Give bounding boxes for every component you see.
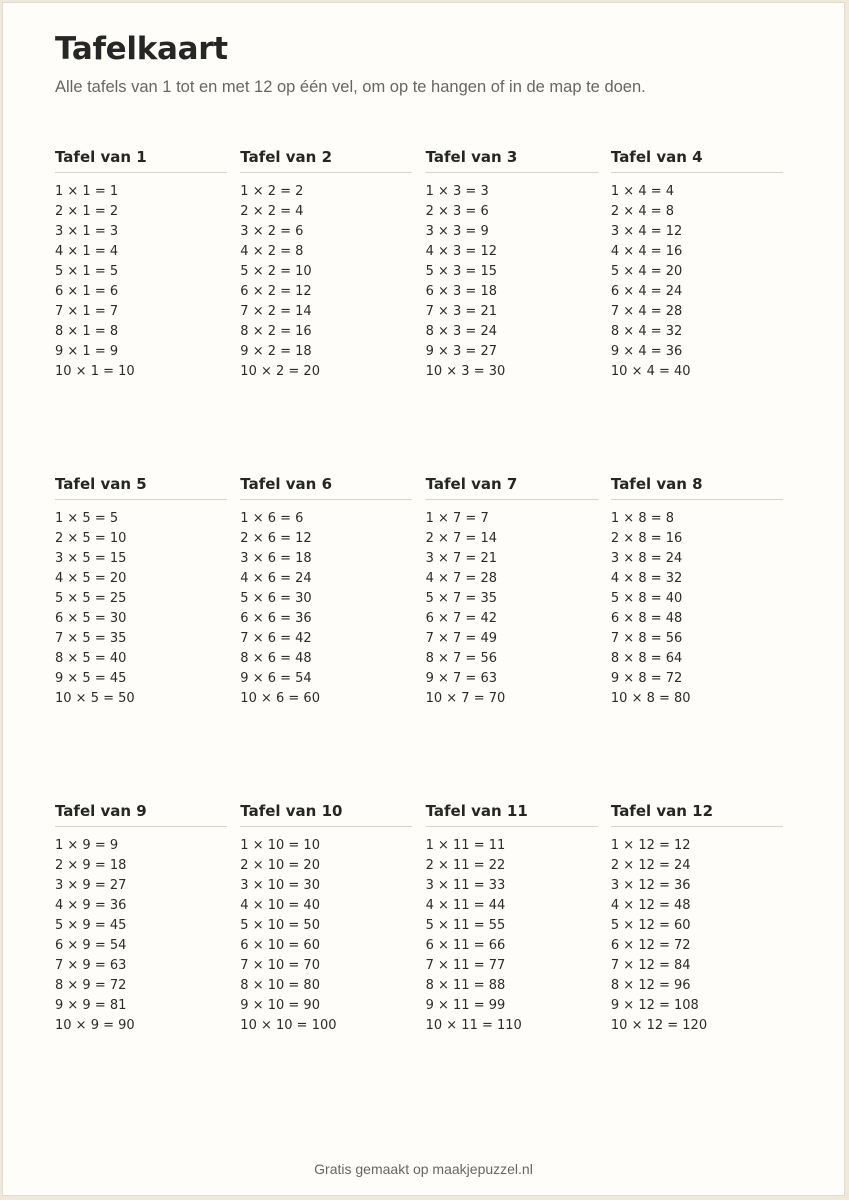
table-row: 8 × 3 = 24 <box>425 324 497 339</box>
table-row: 10 × 12 = 120 <box>610 1018 708 1033</box>
table-row: 1 × 11 = 11 <box>425 838 506 853</box>
table-row: 2 × 8 = 16 <box>610 531 683 546</box>
table-row: 9 × 1 = 9 <box>55 344 119 359</box>
times-table-10 <box>240 801 412 1128</box>
table-row: 9 × 2 = 18 <box>240 344 312 359</box>
table-rows <box>426 182 598 382</box>
table-row: 7 × 3 = 21 <box>425 304 497 319</box>
table-row: 4 × 5 = 20 <box>55 571 127 586</box>
table-row: 3 × 12 = 36 <box>610 878 691 893</box>
table-row: 7 × 7 = 49 <box>425 631 497 646</box>
table-row: 3 × 6 = 18 <box>240 551 312 566</box>
table-row: 2 × 10 = 20 <box>240 858 320 873</box>
table-row: 4 × 6 = 24 <box>240 571 312 586</box>
table-row: 1 × 12 = 12 <box>610 838 691 853</box>
table-row: 7 × 5 = 35 <box>55 631 127 646</box>
table-row: 8 × 7 = 56 <box>425 651 497 666</box>
table-row: 7 × 8 = 56 <box>610 631 683 646</box>
table-row: 7 × 2 = 14 <box>240 304 312 319</box>
table-row: 9 × 8 = 72 <box>610 671 683 686</box>
table-row: 3 × 5 = 15 <box>55 551 127 566</box>
table-row: 7 × 10 = 70 <box>240 958 320 973</box>
table-row: 4 × 11 = 44 <box>425 898 506 913</box>
table-row: 10 × 4 = 40 <box>610 364 691 379</box>
table-row: 3 × 2 = 6 <box>240 224 304 239</box>
times-table-7 <box>426 474 598 801</box>
table-row: 8 × 10 = 80 <box>240 978 320 993</box>
table-row: 7 × 4 = 28 <box>610 304 683 319</box>
table-title: Tafel van 10 <box>240 801 412 827</box>
times-table-6 <box>240 474 412 801</box>
table-title: Tafel van 8 <box>611 474 783 500</box>
table-row: 2 × 4 = 8 <box>610 204 675 219</box>
table-rows <box>55 836 227 1036</box>
table-row: 4 × 2 = 8 <box>240 244 304 259</box>
table-title: Tafel van 9 <box>55 801 227 827</box>
table-row: 7 × 11 = 77 <box>425 958 506 973</box>
table-row: 9 × 11 = 99 <box>425 998 506 1013</box>
table-row: 6 × 10 = 60 <box>240 938 320 953</box>
table-rows <box>240 182 412 382</box>
table-title: Tafel van 3 <box>426 147 598 173</box>
table-row: 6 × 5 = 30 <box>55 611 127 626</box>
table-row: 2 × 3 = 6 <box>425 204 489 219</box>
table-title: Tafel van 4 <box>611 147 783 173</box>
worksheet-page <box>2 2 845 1196</box>
table-rows <box>240 509 412 709</box>
times-table-8 <box>611 474 783 801</box>
table-title: Tafel van 1 <box>55 147 227 173</box>
table-row: 2 × 5 = 10 <box>55 531 127 546</box>
table-rows <box>611 509 783 709</box>
table-row: 4 × 1 = 4 <box>55 244 119 259</box>
times-table-5 <box>55 474 227 801</box>
tables-grid <box>55 147 785 1128</box>
table-row: 3 × 4 = 12 <box>610 224 683 239</box>
table-row: 4 × 10 = 40 <box>240 898 320 913</box>
table-row: 8 × 8 = 64 <box>610 651 683 666</box>
table-row: 5 × 6 = 30 <box>240 591 312 606</box>
table-title: Tafel van 12 <box>611 801 783 827</box>
table-row: 1 × 7 = 7 <box>425 511 489 526</box>
table-row: 3 × 1 = 3 <box>55 224 119 239</box>
times-table-11 <box>426 801 598 1128</box>
table-row: 3 × 3 = 9 <box>425 224 489 239</box>
table-row: 7 × 9 = 63 <box>55 958 127 973</box>
table-row: 2 × 9 = 18 <box>55 858 127 873</box>
times-table-9 <box>55 801 227 1128</box>
table-row: 10 × 6 = 60 <box>240 691 320 706</box>
table-row: 5 × 11 = 55 <box>425 918 506 933</box>
table-row: 4 × 12 = 48 <box>610 898 691 913</box>
table-row: 5 × 8 = 40 <box>610 591 683 606</box>
table-row: 8 × 5 = 40 <box>55 651 127 666</box>
table-row: 1 × 2 = 2 <box>240 184 304 199</box>
table-row: 9 × 4 = 36 <box>610 344 683 359</box>
table-rows <box>426 836 598 1036</box>
table-row: 8 × 12 = 96 <box>610 978 691 993</box>
table-rows <box>55 182 227 382</box>
table-row: 3 × 11 = 33 <box>425 878 506 893</box>
table-row: 10 × 1 = 10 <box>55 364 135 379</box>
table-row: 6 × 6 = 36 <box>240 611 312 626</box>
table-row: 9 × 7 = 63 <box>425 671 497 686</box>
table-row: 7 × 6 = 42 <box>240 631 312 646</box>
table-row: 5 × 3 = 15 <box>425 264 497 279</box>
table-row: 4 × 9 = 36 <box>55 898 127 913</box>
table-row: 4 × 4 = 16 <box>610 244 683 259</box>
times-table-12 <box>611 801 783 1128</box>
table-row: 8 × 6 = 48 <box>240 651 312 666</box>
table-row: 2 × 2 = 4 <box>240 204 304 219</box>
table-row: 9 × 9 = 81 <box>55 998 127 1013</box>
table-row: 5 × 10 = 50 <box>240 918 320 933</box>
times-table-2 <box>240 147 412 474</box>
table-row: 1 × 8 = 8 <box>610 511 675 526</box>
table-row: 5 × 1 = 5 <box>55 264 119 279</box>
table-row: 1 × 9 = 9 <box>55 838 119 853</box>
table-row: 4 × 7 = 28 <box>425 571 497 586</box>
table-row: 2 × 11 = 22 <box>425 858 506 873</box>
table-title: Tafel van 5 <box>55 474 227 500</box>
table-row: 10 × 5 = 50 <box>55 691 135 706</box>
table-rows <box>55 509 227 709</box>
page-subtitle: Alle tafels van 1 tot en met 12 op één vel, om op te hangen of in de map te doen. <box>55 78 646 96</box>
table-row: 6 × 3 = 18 <box>425 284 497 299</box>
table-row: 6 × 12 = 72 <box>610 938 691 953</box>
table-row: 5 × 9 = 45 <box>55 918 127 933</box>
table-row: 4 × 8 = 32 <box>610 571 683 586</box>
table-row: 8 × 11 = 88 <box>425 978 506 993</box>
table-row: 1 × 5 = 5 <box>55 511 119 526</box>
page-title: Tafelkaart <box>55 31 228 67</box>
table-row: 6 × 11 = 66 <box>425 938 506 953</box>
table-row: 8 × 4 = 32 <box>610 324 683 339</box>
table-row: 6 × 7 = 42 <box>425 611 497 626</box>
table-row: 3 × 9 = 27 <box>55 878 127 893</box>
table-row: 3 × 8 = 24 <box>610 551 683 566</box>
table-row: 5 × 12 = 60 <box>610 918 691 933</box>
table-row: 2 × 12 = 24 <box>610 858 691 873</box>
table-row: 1 × 4 = 4 <box>610 184 675 199</box>
table-row: 2 × 1 = 2 <box>55 204 119 219</box>
table-row: 6 × 1 = 6 <box>55 284 119 299</box>
table-row: 3 × 10 = 30 <box>240 878 320 893</box>
table-row: 10 × 3 = 30 <box>425 364 506 379</box>
table-row: 5 × 5 = 25 <box>55 591 127 606</box>
table-row: 3 × 7 = 21 <box>425 551 497 566</box>
table-rows <box>611 182 783 382</box>
table-rows <box>240 836 412 1036</box>
table-row: 7 × 12 = 84 <box>610 958 691 973</box>
table-row: 9 × 10 = 90 <box>240 998 320 1013</box>
table-row: 8 × 1 = 8 <box>55 324 119 339</box>
table-row: 6 × 2 = 12 <box>240 284 312 299</box>
table-row: 10 × 2 = 20 <box>240 364 320 379</box>
times-table-1 <box>55 147 227 474</box>
table-row: 1 × 10 = 10 <box>240 838 320 853</box>
table-rows <box>426 509 598 709</box>
table-row: 10 × 8 = 80 <box>610 691 691 706</box>
table-row: 2 × 6 = 12 <box>240 531 312 546</box>
table-row: 10 × 7 = 70 <box>425 691 506 706</box>
table-row: 4 × 3 = 12 <box>425 244 497 259</box>
table-row: 1 × 3 = 3 <box>425 184 489 199</box>
table-row: 6 × 8 = 48 <box>610 611 683 626</box>
table-row: 5 × 7 = 35 <box>425 591 497 606</box>
table-row: 9 × 3 = 27 <box>425 344 497 359</box>
table-title: Tafel van 2 <box>240 147 412 173</box>
table-title: Tafel van 11 <box>426 801 598 827</box>
times-table-4 <box>611 147 783 474</box>
table-row: 7 × 1 = 7 <box>55 304 119 319</box>
table-title: Tafel van 6 <box>240 474 412 500</box>
table-row: 10 × 10 = 100 <box>240 1018 337 1033</box>
table-row: 6 × 9 = 54 <box>55 938 127 953</box>
table-row: 5 × 2 = 10 <box>240 264 312 279</box>
table-row: 6 × 4 = 24 <box>610 284 683 299</box>
table-row: 1 × 1 = 1 <box>55 184 119 199</box>
table-row: 9 × 6 = 54 <box>240 671 312 686</box>
table-row: 2 × 7 = 14 <box>425 531 497 546</box>
footer-credit: Gratis gemaakt op maakjepuzzel.nl <box>314 1161 533 1177</box>
table-rows <box>611 836 783 1036</box>
times-table-3 <box>426 147 598 474</box>
table-row: 8 × 9 = 72 <box>55 978 127 993</box>
table-row: 1 × 6 = 6 <box>240 511 304 526</box>
table-row: 9 × 5 = 45 <box>55 671 127 686</box>
table-row: 10 × 11 = 110 <box>425 1018 522 1033</box>
table-row: 9 × 12 = 108 <box>610 998 699 1013</box>
table-row: 8 × 2 = 16 <box>240 324 312 339</box>
table-title: Tafel van 7 <box>426 474 598 500</box>
table-row: 5 × 4 = 20 <box>610 264 683 279</box>
table-row: 10 × 9 = 90 <box>55 1018 135 1033</box>
